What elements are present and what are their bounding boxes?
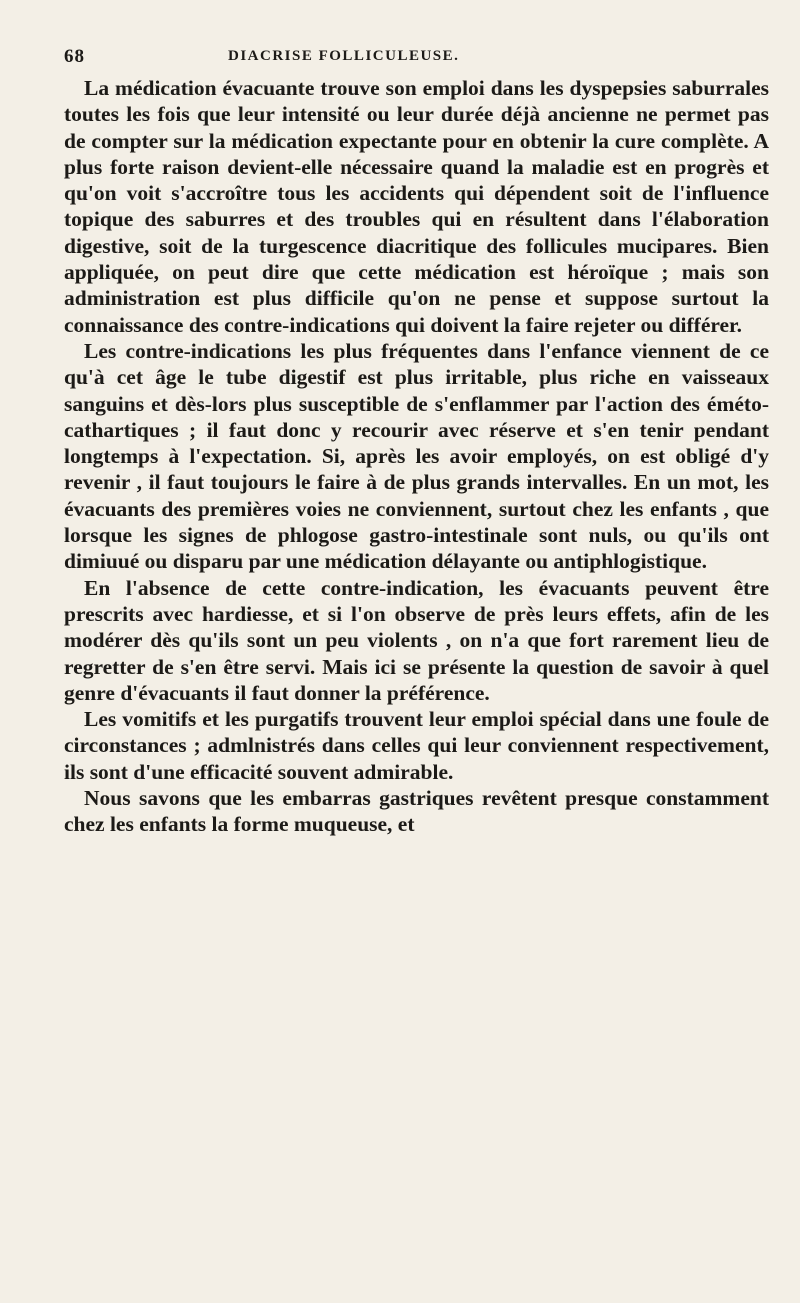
page-number: 68 xyxy=(64,46,85,67)
paragraph-contra-indications: Les contre-indications les plus fréquentes dans l'enfance viennent de ce qu'à cet âge le tube digestif est plus irritable, plus riche en vaisseaux sanguins et dès-lors plus susceptible de s'enflammer par l'action des éméto-cathartiques ; il faut donc y recourir avec réserve et s'en tenir pendant longtemps à l'expectation. Si, après les avoir employés, on est obligé d'y revenir , il faut toujours le faire à de plus grands intervalles. En un mot, les évacuants des premières voies ne conviennent, surtout chez les enfants , que lorsque les signes de phlogose gastro-intestinale sont nuls, ou qu'ils ont dimiuué ou disparu par une médication délayante ou antiphlogistique. xyxy=(64,338,769,574)
paragraph-evacuant-medication: La médication évacuante trouve son emploi dans les dyspepsies saburrales toutes les fois que leur intensité ou leur durée déjà ancienne ne permet pas de compter sur la médication expectante pour en obtenir la cure complète. A plus forte raison devient-elle nécessaire quand la maladie est en progrès et qu'on voit s'accroître tous les accidents qui dépendent soit de l'influence topique des saburres et des troubles qui en résultent dans l'élaboration digestive, soit de la turgescence diacritique des follicules mucipares. Bien appliquée, on peut dire que cette médication est héroïque ; mais son administration est plus difficile qu'on ne pense et suppose surtout la connaissance des contre-indications qui doivent la faire rejeter ou différer. xyxy=(64,76,769,337)
paragraph-absence-of-contra-indication: En l'absence de cette contre-indication, les évacuants peuvent être prescrits avec hardiesse, et si l'on observe de près leurs effets, afin de les modérer dès qu'ils sont un peu violents , on n'a que fort rarement lieu de regretter de s'en être servi. Mais ici se présente la question de savoir à quel genre d'évacuants il faut donner la préférence. xyxy=(64,575,769,705)
body-text xyxy=(64,75,769,838)
page-header xyxy=(64,46,764,72)
running-title: DIACRISE FOLLICULEUSE. xyxy=(228,48,460,64)
paragraph-vomitifs-purgatifs: Les vomitifs et les purgatifs trouvent leur emploi spécial dans une foule de circonstances ; admlnistrés dans celles qui leur conviennent respectivement, ils sont d'une efficacité souvent admirable. xyxy=(64,707,769,784)
paragraph-embarras-gastriques: Nous savons que les embarras gastriques revêtent presque constamment chez les enfants la forme muqueuse, et xyxy=(64,786,769,837)
